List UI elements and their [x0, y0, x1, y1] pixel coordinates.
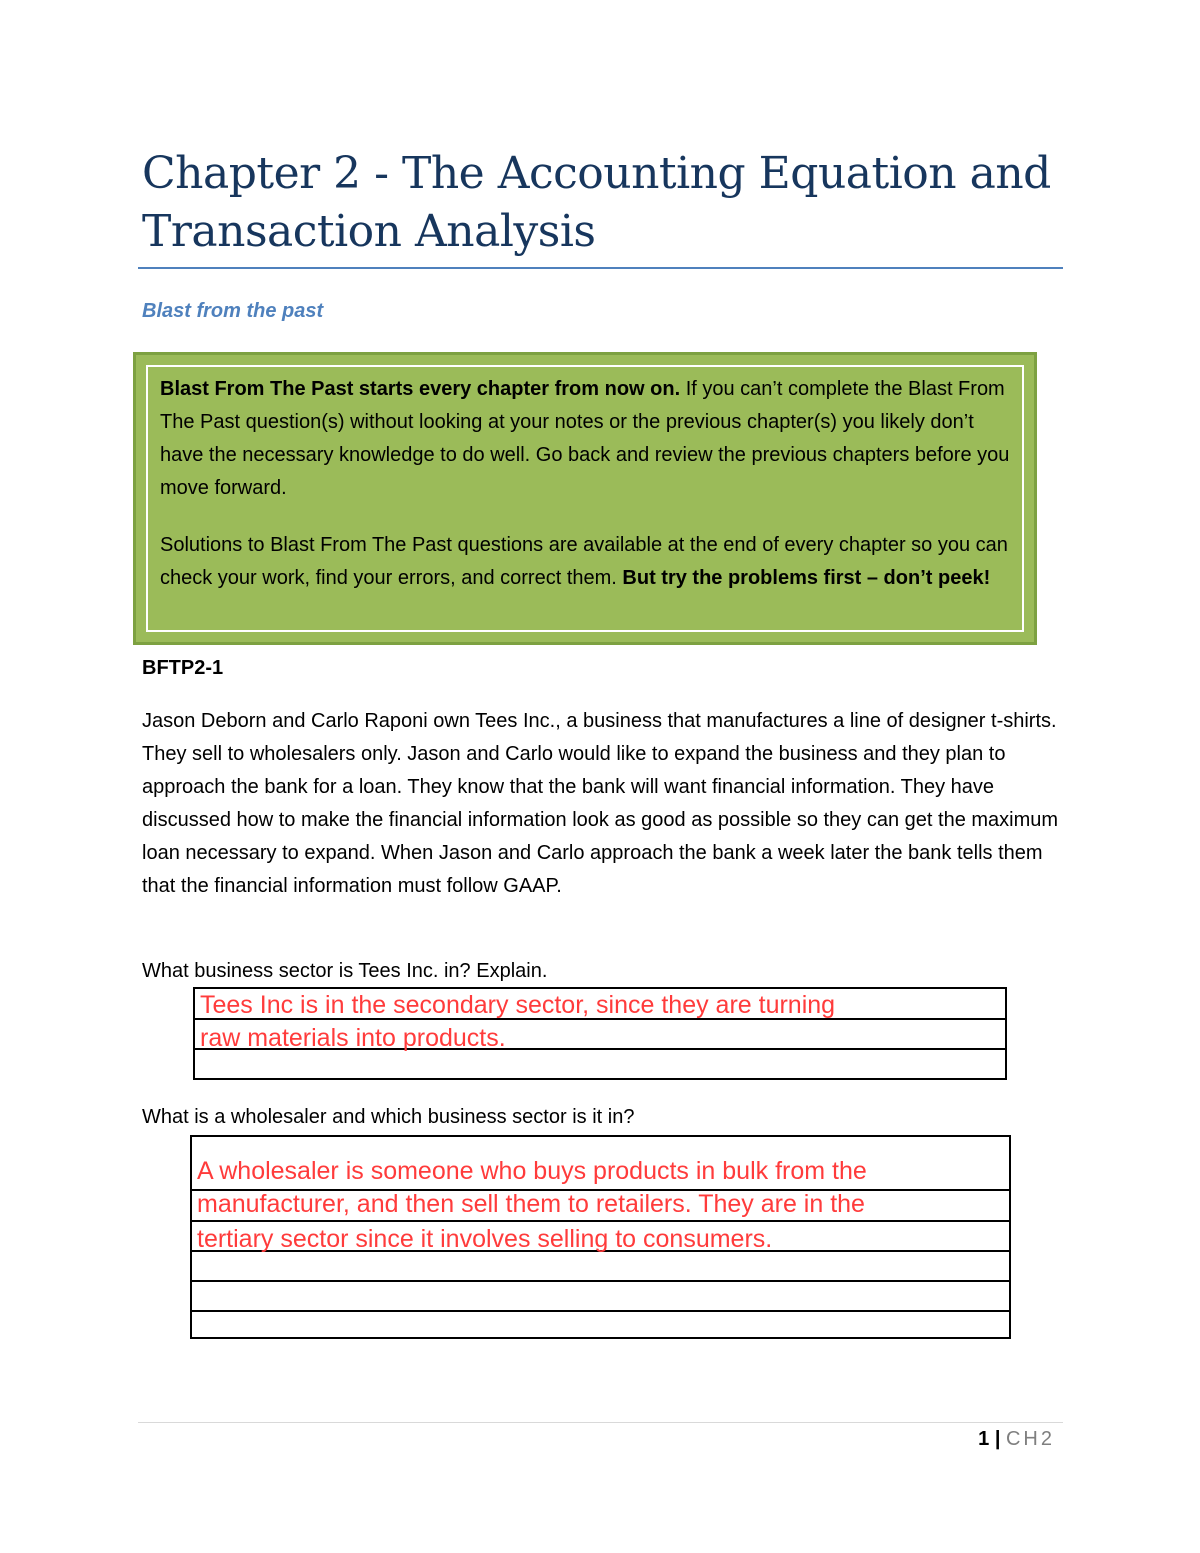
page-footer [978, 1428, 1055, 1451]
title-underline [138, 267, 1063, 269]
answer-box-2[interactable] [190, 1135, 1011, 1339]
answer-1-line-1: Tees Inc is in the secondary sector, since they are turning [200, 991, 836, 1019]
answer-box-1[interactable] [193, 987, 1007, 1080]
question-1: What business sector is Tees Inc. in? Explain. [142, 960, 548, 982]
question-2: What is a wholesaler and which business sector is it in? [142, 1106, 635, 1128]
page-number: 1 [978, 1428, 990, 1450]
answer-line [192, 1310, 1009, 1312]
section-heading: Blast from the past [142, 300, 324, 322]
chapter-label: CH2 [1005, 1428, 1055, 1450]
problem-text: Jason Deborn and Carlo Raponi own Tees Inc., a business that manufactures a line of designer t-shirts. They sell to wholesalers only. Jason and Carlo would like to expand the business and they plan to approach the bank for a loan. They know that the bank will want financial information. They have discussed how to make the financial information look as good as possible so they can get the maximum loan necessary to expand. When Jason and Carlo approach the bank a week later the bank tells them that the financial information must follow GAAP. [142, 710, 1059, 897]
callout-bold-intro: Blast From The Past starts every chapter from now on. [160, 378, 681, 400]
answer-2-line-1: A wholesaler is someone who buys products in bulk from the [197, 1157, 867, 1185]
answer-2-line-2: manufacturer, and then sell them to retailers. They are in the [197, 1190, 865, 1218]
footer-divider [138, 1422, 1063, 1423]
callout-paragraph-1 [160, 373, 1010, 505]
answer-1-line-2: raw materials into products. [200, 1024, 506, 1052]
answer-line [192, 1220, 1009, 1222]
blast-from-the-past-callout [133, 352, 1037, 645]
problem-label: BFTP2-1 [142, 657, 224, 679]
callout-text-2: Solutions to Blast From The Past questions are available at the end of every chapter so you can check your work, find your errors, and correct them. [160, 534, 1008, 589]
answer-2-line-3: tertiary sector since it involves selling to consumers. [197, 1225, 773, 1253]
page-title: Chapter 2 - The Accounting Equation and Transaction Analysis [142, 148, 1051, 257]
footer-separator: | [994, 1428, 1001, 1450]
callout-text-1: If you can’t complete the Blast From The Past question(s) without looking at your notes or the previous chapter(s) you likely don’t have the necessary knowledge to do well. Go back and review the previous chapters before you move forward. [160, 378, 1010, 499]
callout-paragraph-2 [160, 529, 1010, 595]
callout-bold-warning: But try the problems first – don’t peek! [622, 567, 991, 589]
answer-line [192, 1280, 1009, 1282]
